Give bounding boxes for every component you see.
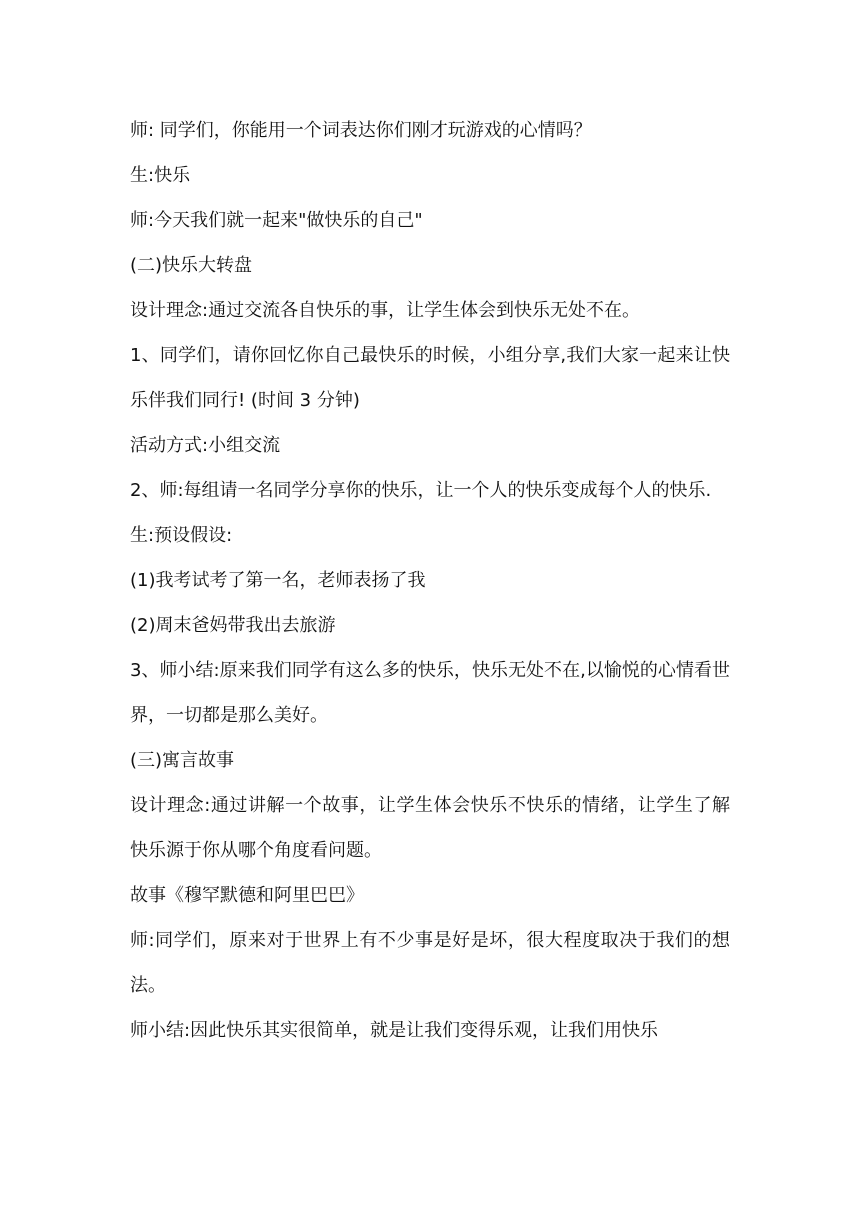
paragraph-design-concept-1: 设计理念:通过交流各自快乐的事，让学生体会到快乐无处不在。 <box>130 300 641 321</box>
paragraph-example-2: (2)周末爸妈带我出去旅游 <box>130 615 336 636</box>
paragraph-design-concept-2: 设计理念:通过讲解一个故事，让学生体会快乐不快乐的情绪，让学生了解快乐源于你从哪个角度看问题。 <box>130 795 730 861</box>
paragraph-teacher-summary: 师小结:因此快乐其实很简单，就是让我们变得乐观，让我们用快乐 <box>130 1020 659 1041</box>
paragraph-student-answer: 生:快乐 <box>130 165 191 186</box>
paragraph-student-preset: 生:预设假设: <box>130 525 233 546</box>
paragraph-teacher-question: 师: 同学们，你能用一个词表达你们刚才玩游戏的心情吗？ <box>130 120 592 141</box>
paragraph-step-3: 3、师小结:原来我们同学有这么多的快乐，快乐无处不在,以愉悦的心情看世界，一切都是那么美好。 <box>130 660 730 726</box>
paragraph-teacher-intro: 师:今天我们就一起来"做快乐的自己" <box>130 210 423 231</box>
section-heading-2: (二)快乐大转盘 <box>130 255 253 276</box>
paragraph-story-title: 故事《穆罕默德和阿里巴巴》 <box>130 885 364 906</box>
paragraph-example-1: (1)我考试考了第一名，老师表扬了我 <box>130 570 426 591</box>
paragraph-teacher-reflection: 师:同学们，原来对于世界上有不少事是好是坏，很大程度取决于我们的想法。 <box>130 930 730 996</box>
paragraph-step-1: 1、同学们，请你回忆你自己最快乐的时候，小组分享,我们大家一起来让快乐伴我们同行! (时间 3 分钟) <box>130 345 730 411</box>
paragraph-activity-mode: 活动方式:小组交流 <box>130 435 281 456</box>
section-heading-3: (三)寓言故事 <box>130 750 235 771</box>
document-body <box>130 108 730 1053</box>
paragraph-step-2: 2、师:每组请一名同学分享你的快乐，让一个人的快乐变成每个人的快乐. <box>130 480 712 501</box>
